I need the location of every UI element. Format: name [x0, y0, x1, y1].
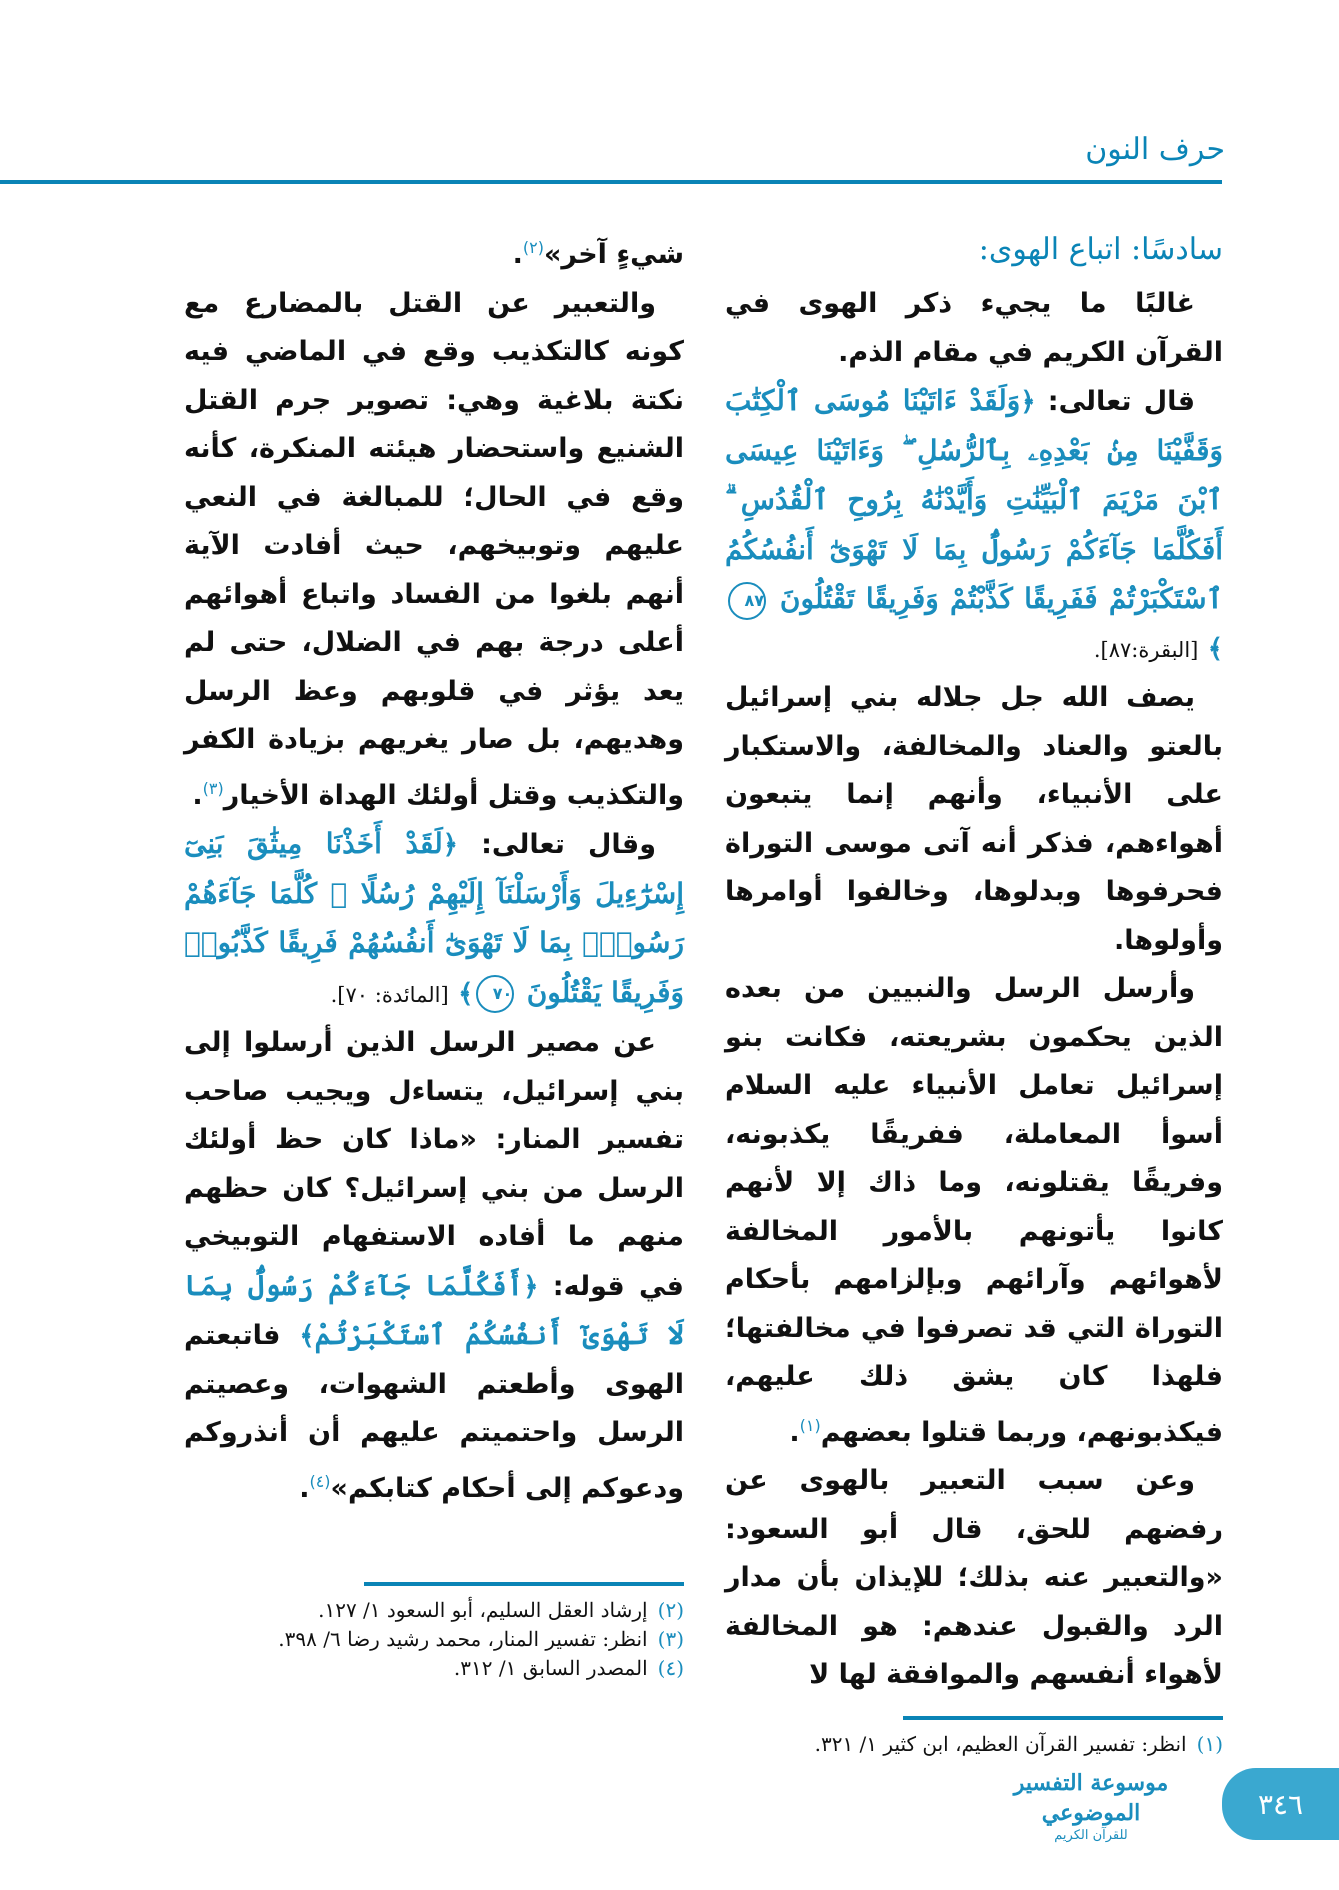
body-paragraph: وأرسل الرسل والنبيين من بعده الذين يحكمون بشريعته، فكانت بنو إسرائيل تعامل الأنبياء عليه السلام أسوأ المعاملة، ففريقًا يكذبونه، وفريقًا يقتلونه، وما ذاك إلا لأنهم كانوا يأتونهم بالأمور المخالفة لأهوائهم وآرائهم وبإلزامهم بأحكام التوراة التي قد تصرفوا في مخالفتها؛ فلهذا كان يشق ذلك عليهم، فيكذبونهم، وربما قتلوا بعضهم$^{(١)}$. — [725, 973, 1223, 1448]
footnote — [184, 1596, 684, 1625]
intro-paragraph: غالبًا ما يجيء ذكر الهوى في القرآن الكريم في مقام الذم. — [725, 288, 1223, 368]
footnote-text: انظر: تفسير القرآن العظيم، ابن كثير ١/ ٣٢١. — [814, 1732, 1187, 1756]
paragraph-text: عن مصير الرسل الذين أرسلوا إلى بني إسرائيل، يتساءل ويجيب صاحب تفسير المنار: «ماذا كان حظ أولئك الرسل من بني إسرائيل؟ كان حظهم منهم ما أفاده الاستفهام التوبيخي في قوله: — [184, 1027, 684, 1302]
verse-reference: [المائدة: ٧٠]. — [330, 982, 449, 1007]
verse-number-badge: ٧٠ — [476, 975, 514, 1013]
quran-verse-text: لَقَدْ أَخَذْنَا مِيثَٰقَ بَنِىٓ إِسْرَٰٓءِيلَ وَأَرْسَلْنَآ إِلَيْهِمْ رُسُلًا ۖ كُلَّمَا جَآءَهُمْ رَسُولٌۢ بِمَا لَا تَهْوَىٰٓ أَنفُسُهُمْ فَرِيقًا كَذَّبُوا۟ وَفَرِيقًا يَقْتُلُونَ — [184, 827, 684, 1009]
verse-block-maidah — [184, 820, 684, 1019]
footnote-text: انظر: تفسير المنار، محمد رشيد رضا ٦/ ٣٩٨. — [278, 1627, 648, 1651]
footnote — [184, 1625, 684, 1654]
page-number-badge: ٣٤٦ — [1222, 1768, 1339, 1840]
chapter-title: حرف النون — [1085, 132, 1225, 167]
verse-number-badge: ٨٧ — [728, 582, 766, 620]
footnote-text: المصدر السابق ١/ ٣١٢. — [453, 1656, 648, 1680]
footnote — [184, 1654, 684, 1683]
header-divider — [0, 180, 1222, 184]
ornate-bracket-close-icon: ﴾ — [458, 978, 474, 1009]
right-column — [725, 224, 1223, 1700]
continuation-line: شيءٍ آخر»$^{(٢)}$. — [512, 238, 684, 270]
body-paragraph: عن مصير الرسل الذين أرسلوا إلى بني إسرائيل، يتساءل ويجيب صاحب تفسير المنار: «ماذا كان حظ أولئك الرسل من بني إسرائيل؟ كان حظهم منهم ما أفاده الاستفهام التوبيخي في قوله: ﴿أَفَكُلَّمَا جَآءَكُمْ رَسُولٌۢ بِمَا لَا تَهْوَىٰٓ أَنفُسُكُمُ ٱسْتَكْبَرْتُمْ﴾ فاتبعتم الهوى وأطعتم الشهوات، وعصيتم الرسل واحتميتم عليهم أن أنذروكم ودعوكم إلى أحكام كتابكم»$^{(٤)}$. — [184, 1027, 685, 1504]
paragraph-text: والتعبير عن القتل بالمضارع مع كونه كالتكذيب وقع في الماضي فيه نكتة بلاغية وهي: تصوير جرم القتل الشنيع واستحضار هيئته المنكرة، كأنه وقع في الحال؛ للمبالغة في النعي عليهم وتوبيخهم، حيث أفادت الآية أنهم بلغوا من الفساد واتباع أهوائهم أعلى درجة بهم في الضلال، حتى لم يعد يؤثر في قلوبهم وعظ الرسل وهديهم، بل صار يغريهم بزيادة الكفر والتكذيب وقتل أولئك الهداة الأخيار — [184, 287, 684, 811]
ornate-bracket-open-icon: ﴿ — [442, 830, 458, 860]
verse-block-baqarah — [725, 377, 1223, 674]
paragraph-text: فاتبعتم الهوى وأطعتم الشهوات، وعصيتم الرسل واحتميتم عليهم أن أنذروكم ودعوكم إلى أحكام كتابكم» — [184, 1320, 684, 1504]
footnotes-left — [184, 1582, 684, 1683]
footnote-divider — [364, 1582, 684, 1586]
footnote-text: إرشاد العقل السليم، أبو السعود ١/ ١٢٧. — [318, 1598, 648, 1622]
footnote-ref[interactable]: (٤) — [309, 1471, 331, 1491]
body-paragraph: والتعبير عن القتل بالمضارع مع كونه كالتكذيب وقع في الماضي فيه نكتة بلاغية وهي: تصوير جرم القتل الشنيع واستحضار هيئته المنكرة، كأنه وقع في الحال؛ للمبالغة في النعي عليهم وتوبيخهم، حيث أفادت الآية أنهم بلغوا من الفساد واتباع أهوائهم أعلى درجة بهم في الضلال، حتى لم يعد يؤثر في قلوبهم وعظ الرسل وهديهم، بل صار يغريهم بزيادة الكفر والتكذيب وقتل أولئك الهداة الأخيار$^{(٣)}$. — [184, 287, 684, 811]
footnote — [725, 1730, 1223, 1759]
footnote-ref[interactable]: (١) — [799, 1415, 821, 1435]
ornate-bracket-close-icon: ﴾ — [1207, 633, 1223, 664]
verse-lead: قال تعالى: — [1047, 386, 1195, 417]
footnote-ref[interactable]: (٣) — [202, 778, 224, 798]
section-heading: سادسًا: اتباع الهوى: — [978, 232, 1223, 267]
quran-verse-text: وَلَقَدْ ءَاتَيْنَا مُوسَى ٱلْكِتَٰبَ وَقَفَّيْنَا مِنۢ بَعْدِهِۦ بِٱلرُّسُلِ ۖ وَءَاتَيْنَا عِيسَى ٱبْنَ مَرْيَمَ ٱلْبَيِّنَٰتِ وَأَيَّدْنَٰهُ بِرُوحِ ٱلْقُدُسِ ۗ أَفَكُلَّمَا جَآءَكُمْ رَسُولٌۢ بِمَا لَا تَهْوَىٰٓ أَنفُسُكُمُ ٱسْتَكْبَرْتُمْ فَفَرِيقًا كَذَّبْتُمْ وَفَرِيقًا تَقْتُلُونَ — [725, 384, 1223, 615]
paragraph-text: وأرسل الرسل والنبيين من بعده الذين يحكمون بشريعته، فكانت بنو إسرائيل تعامل الأنبياء عليه السلام أسوأ المعاملة، ففريقًا يكذبونه، وفريقًا يقتلونه، وما ذاك إلا لأنهم كانوا يأتونهم بالأمور المخالفة لأهوائهم وآرائهم وبإلزامهم بأحكام التوراة التي قد تصرفوا في مخالفتها؛ فلهذا كان يشق ذلك عليهم، فيكذبونهم، وربما قتلوا بعضهم — [725, 973, 1223, 1448]
ornate-bracket-close-icon: ﴾ — [299, 1321, 315, 1351]
ornate-bracket-open-icon: ﴿ — [523, 1271, 539, 1302]
verse-reference: [البقرة:٨٧]. — [1093, 637, 1199, 662]
logo-subtitle: للقرآن الكريم — [1054, 1828, 1128, 1843]
footnotes-right — [725, 1716, 1223, 1759]
footnote-number: (٢) — [657, 1598, 684, 1622]
footnote-number: (٣) — [657, 1627, 684, 1651]
footnote-ref[interactable]: (٢) — [522, 238, 544, 257]
ornate-bracket-open-icon: ﴿ — [1020, 387, 1036, 417]
body-paragraph: وعن سبب التعبير بالهوى عن رفضهم للحق، قال أبو السعود: «والتعبير عنه بذلك؛ للإيذان بأن مدار الرد والقبول عندهم: هو المخالفة لأهواء أنفسهم والموافقة لها لا — [725, 1465, 1223, 1690]
body-paragraph: يصف الله جل جلاله بني إسرائيل بالعتو والعناد والمخالفة، والاستكبار على الأنبياء، وأنهم إنما يتبعون أهواءهم، فذكر أنه آتى موسى التوراة فحرفوها وبدلوها، وخالفوا أوامرها وأولوها. — [725, 682, 1223, 956]
logo-title: موسوعة التفسير الموضوعي — [1013, 1770, 1169, 1826]
left-column — [184, 224, 684, 1513]
verse-lead: وقال تعالى: — [481, 829, 657, 860]
footnote-number: (٤) — [657, 1656, 684, 1680]
footnote-divider — [903, 1716, 1223, 1720]
footnote-number: (١) — [1196, 1732, 1223, 1756]
quran-verse-text: أَفَكُلَّمَا جَآءَكُمْ رَسُولٌۢ بِمَا لَا تَهْوَىٰٓ أَنفُسُكُمُ ٱسْتَكْبَرْتُمْ — [184, 1268, 685, 1351]
encyclopedia-logo — [1011, 1768, 1171, 1844]
paragraph-text: شيءٍ آخر» — [543, 239, 684, 270]
